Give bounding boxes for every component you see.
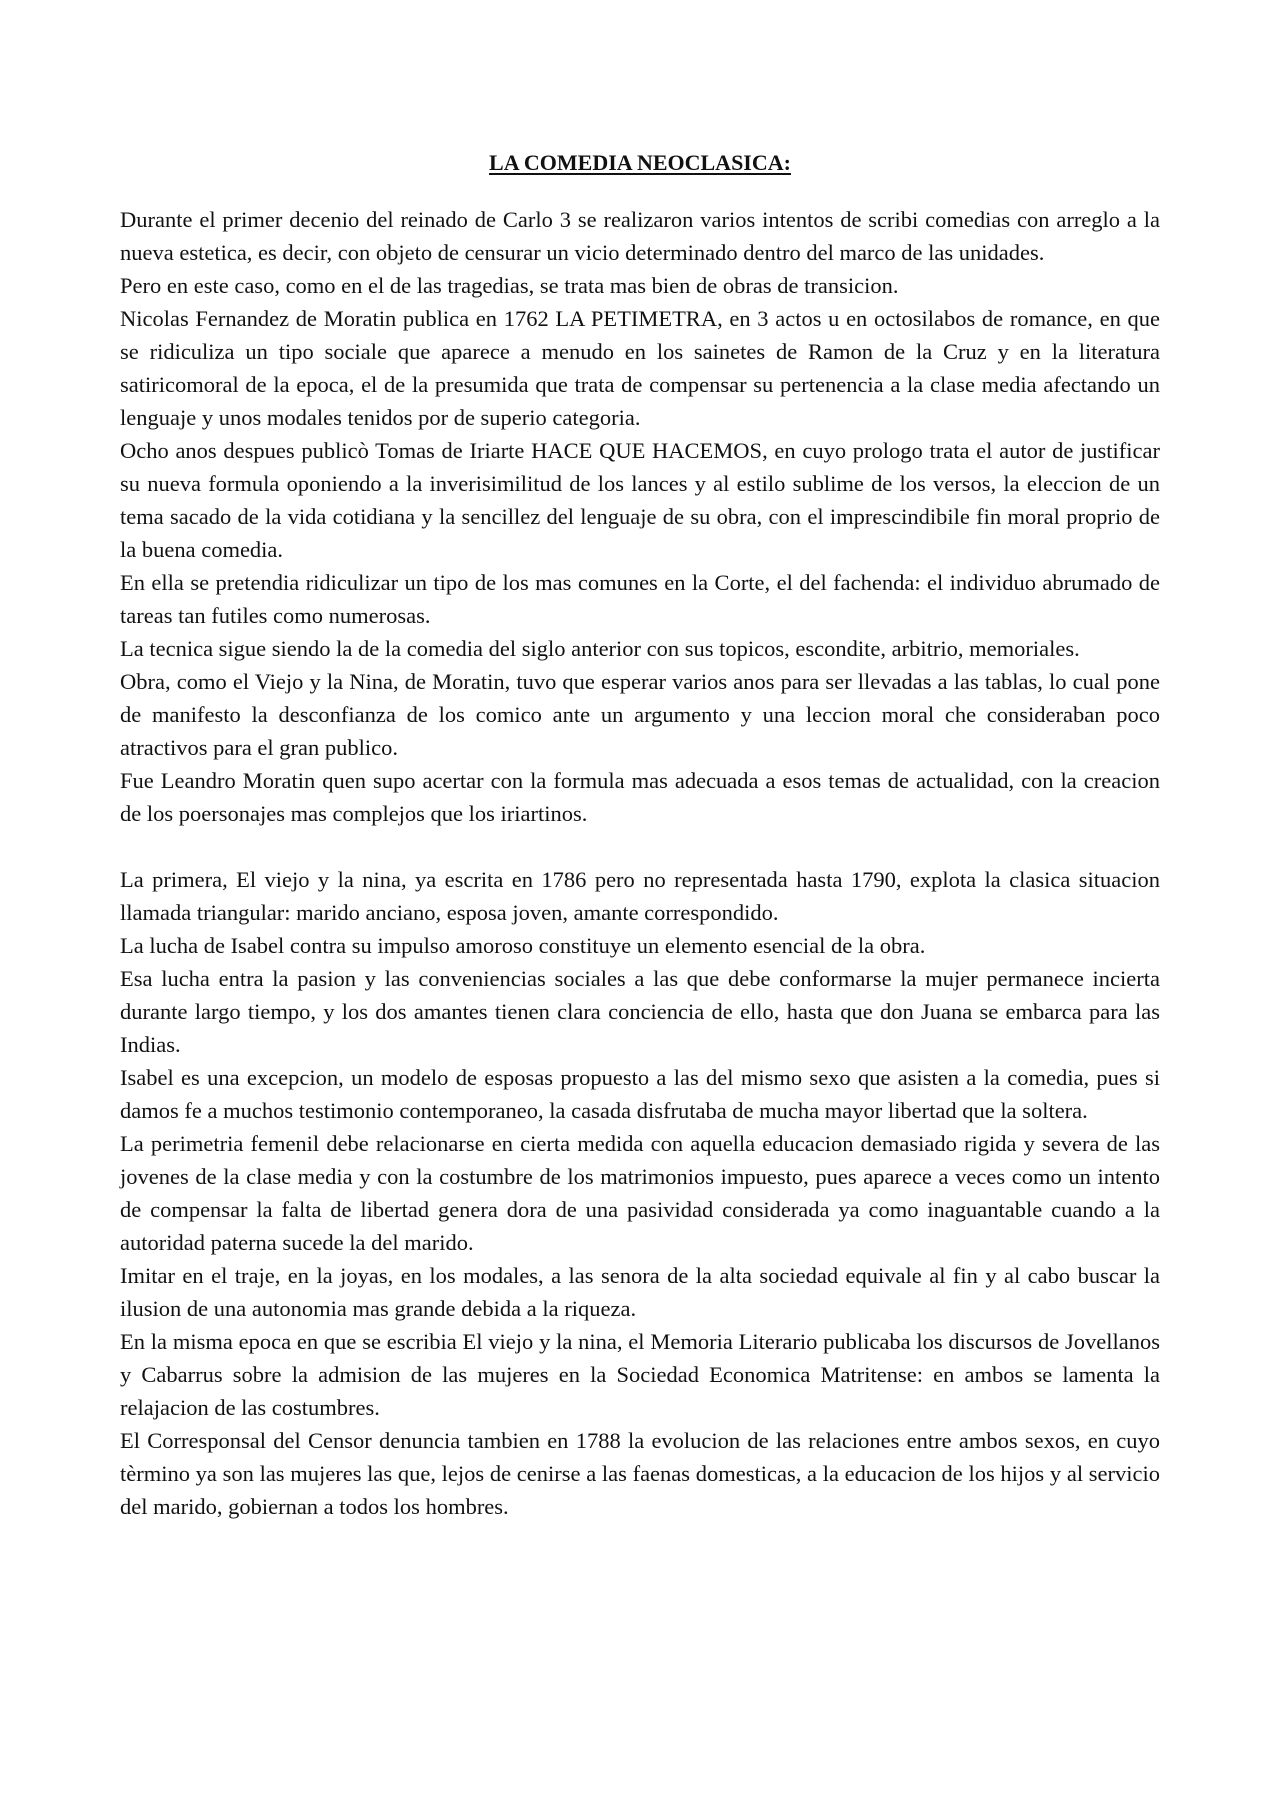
paragraph: La lucha de Isabel contra su impulso amoroso constituye un elemento esencial de la obra. [120,933,926,958]
paragraph: En ella se pretendia ridiculizar un tipo de los mas comunes en la Corte, el del fachenda: el individuo abrumado de tareas tan futiles como numerosas. [120,570,1160,628]
page-title: LA COMEDIA NEOCLASICA: [489,150,791,175]
paragraph: La tecnica sigue siendo la de la comedia del siglo anterior con sus topicos, escondite, arbitrio, memoriales. [120,636,1080,661]
paragraph: La primera, El viejo y la nina, ya escrita en 1786 pero no representada hasta 1790, explota la clasica situacion llamada triangular: marido anciano, esposa joven, amante correspondido. [120,867,1160,925]
paragraph: Esa lucha entra la pasion y las conveniencias sociales a las que debe conformarse la mujer permanece incierta durante largo tiempo, y los dos amantes tienen clara conciencia de ello, hasta que don Juana se embarca para las Indias. [120,966,1160,1057]
paragraph: Imitar en el traje, en la joyas, en los modales, a las senora de la alta sociedad equivale al fin y al cabo buscar la ilusion de una autonomia mas grande debida a la riqueza. [120,1263,1160,1321]
paragraph: Isabel es una excepcion, un modelo de esposas propuesto a las del mismo sexo que asisten a la comedia, pues si damos fe a muchos testimonio contemporaneo, la casada disfrutaba de mucha mayor libertad que la soltera. [120,1065,1160,1123]
paragraph: Durante el primer decenio del reinado de Carlo 3 se realizaron varios intentos de scribi comedias con arreglo a la nueva estetica, es decir, con objeto de censurar un vicio determinado dentro del marco de las unidades. [120,207,1160,265]
body-text [120,203,1160,1523]
paragraph: Ocho anos despues publicò Tomas de Iriarte HACE QUE HACEMOS, en cuyo prologo trata el autor de justificar su nueva formula oponiendo a la inverisimilitud de los lances y al estilo sublime de los versos, la eleccion de un tema sacado de la vida cotidiana y la sencillez del lenguaje de su obra, con el imprescindibile fin moral proprio de la buena comedia. [120,438,1160,562]
paragraph: Obra, como el Viejo y la Nina, de Moratin, tuvo que esperar varios anos para ser llevadas a las tablas, lo cual pone de manifesto la desconfianza de los comico ante un argumento y una leccion moral che consideraban poco atractivos para el gran publico. [120,669,1160,760]
paragraph: El Corresponsal del Censor denuncia tambien en 1788 la evolucion de las relaciones entre ambos sexos, en cuyo tèrmino ya son las mujeres las que, lejos de cenirse a las faenas domesticas, a la educacion de los hijos y al servicio del marido, gobiernan a todos los hombres. [120,1428,1160,1519]
paragraph: Pero en este caso, como en el de las tragedias, se trata mas bien de obras de transicion. [120,273,899,298]
paragraph: Fue Leandro Moratin quen supo acertar con la formula mas adecuada a esos temas de actualidad, con la creacion de los poersonajes mas complejos que los iriartinos. [120,768,1160,826]
paragraph: Nicolas Fernandez de Moratin publica en 1762 LA PETIMETRA, en 3 actos u en octosilabos de romance, en que se ridiculiza un tipo sociale que aparece a menudo en los sainetes de Ramon de la Cruz y en la literatura satiricomoral de la epoca, el de la presumida que trata de compensar su pertenencia a la clase media afectando un lenguaje y unos modales tenidos por de superio categoria. [120,306,1160,430]
paragraph: La perimetria femenil debe relacionarse en cierta medida con aquella educacion demasiado rigida y severa de las jovenes de la clase media y con la costumbre de los matrimonios impuesto, pues aparece a veces como un intento de compensar la falta de libertad genera dora de una pasividad considerada ya como inaguantable cuando a la autoridad paterna sucede la del marido. [120,1131,1160,1255]
blank-line [120,830,1160,863]
paragraph: En la misma epoca en que se escribia El viejo y la nina, el Memoria Literario publicaba los discursos de Jovellanos y Cabarrus sobre la admision de las mujeres en la Sociedad Economica Matritense: en ambos se lamenta la relajacion de las costumbres. [120,1329,1160,1420]
